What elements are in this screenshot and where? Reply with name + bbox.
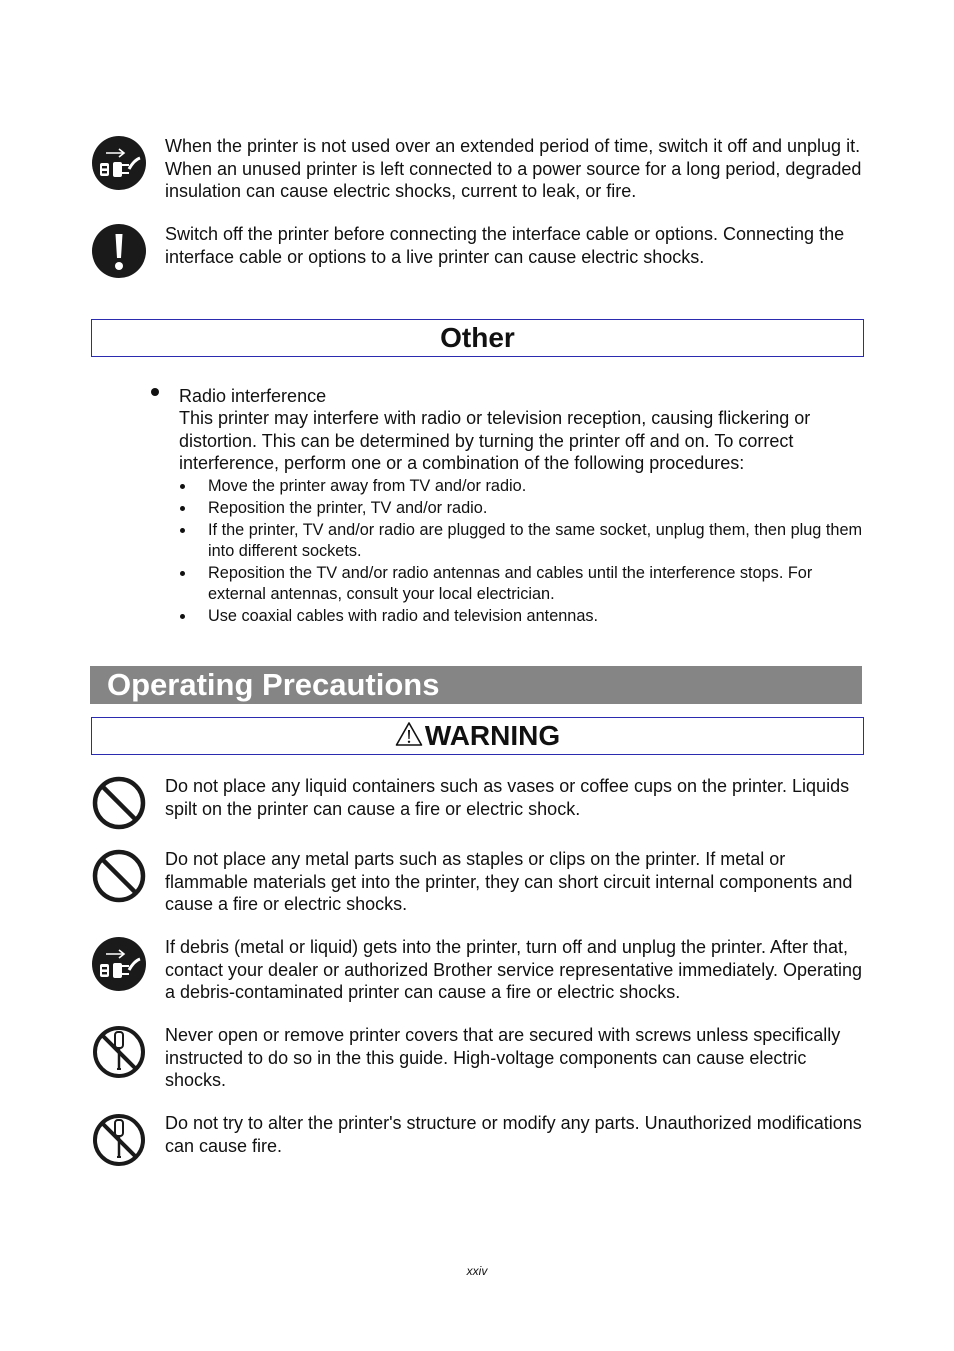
- switch-off-before-connecting-text: Switch off the printer before connecting the interface cable or options. Connecting the interface cable or options to a live printer can cause electric shocks.: [165, 224, 845, 267]
- warning-label: WARNING: [424, 720, 561, 751]
- bullet-dot: [180, 571, 185, 576]
- list-item: [178, 606, 868, 627]
- bullet-dot: [151, 388, 159, 396]
- list-item-text: If the printer, TV and/or radio are plugged to the same socket, unplug them, then plug them into different sockets.: [208, 521, 863, 560]
- list-item: [178, 498, 868, 519]
- unplug-when-unused-text: When the printer is not used over an extended period of time, switch it off and unplug it. When an unused printer is left connected to a power source for a long period, degraded insulation can cause electric shocks, current to leak, or fire.: [165, 136, 862, 201]
- unplug-icon: [92, 937, 146, 991]
- no-liquid-containers-text: Do not place any liquid containers such as vases or coffee cups on the printer. Liquids spilt on the printer can cause a fire or electric shock.: [165, 776, 850, 819]
- no-alter-structure-text: Do not try to alter the printer's structure or modify any parts. Unauthorized modifications can cause fire.: [165, 1113, 862, 1156]
- bullet-dot: [180, 614, 185, 619]
- page-number: xxiv: [466, 1264, 488, 1278]
- no-metal-parts-text: Do not place any metal parts such as staples or clips on the printer. If metal or flammable materials get into the printer, they can short circuit internal components and cause a fire or electric shocks.: [165, 849, 853, 914]
- unplug-icon: [92, 136, 146, 190]
- no-disassembly-icon: [92, 1025, 146, 1079]
- warning-heading: [91, 717, 864, 755]
- interference-procedures-list: [178, 476, 868, 628]
- debris-unplug-text: If debris (metal or liquid) gets into the printer, turn off and unplug the printer. After that, contact your dealer or authorized Brother service representative immediately. Operating a debris-contaminated printer can cause a fire or electric shocks.: [165, 937, 863, 1002]
- list-item-text: Use coaxial cables with radio and television antennas.: [208, 607, 599, 625]
- prohibited-icon: [92, 849, 146, 903]
- list-item: [178, 563, 868, 605]
- bullet-dot: [180, 528, 185, 533]
- radio-interference-title: Radio interference: [179, 386, 327, 406]
- no-open-covers-text: Never open or remove printer covers that are secured with screws unless specifically instructed to do so in the this guide. High-voltage components can cause electric shocks.: [165, 1025, 841, 1090]
- list-item: [178, 520, 868, 562]
- list-item-text: Reposition the printer, TV and/or radio.: [208, 499, 488, 517]
- list-item-text: Move the printer away from TV and/or radio.: [208, 477, 527, 495]
- other-heading: [91, 319, 864, 357]
- no-disassembly-icon: [92, 1113, 146, 1167]
- section-title: Operating Precautions: [107, 667, 440, 702]
- radio-interference-body: This printer may interfere with radio or television reception, causing flickering or distortion. This can be determined by turning the printer off and on. To correct interference, perform one or a combination of the following procedures:: [179, 408, 811, 473]
- list-item-text: Reposition the TV and/or radio antennas and cables until the interference stops. For external antennas, consult your local electrician.: [208, 564, 813, 603]
- other-heading-label: Other: [440, 322, 515, 353]
- exclamation-icon: [92, 224, 146, 278]
- bullet-dot: [180, 506, 185, 511]
- list-item: [178, 476, 868, 497]
- prohibited-icon: [92, 776, 146, 830]
- warning-triangle-icon: [395, 720, 423, 756]
- section-banner: [90, 666, 862, 704]
- bullet-dot: [180, 484, 185, 489]
